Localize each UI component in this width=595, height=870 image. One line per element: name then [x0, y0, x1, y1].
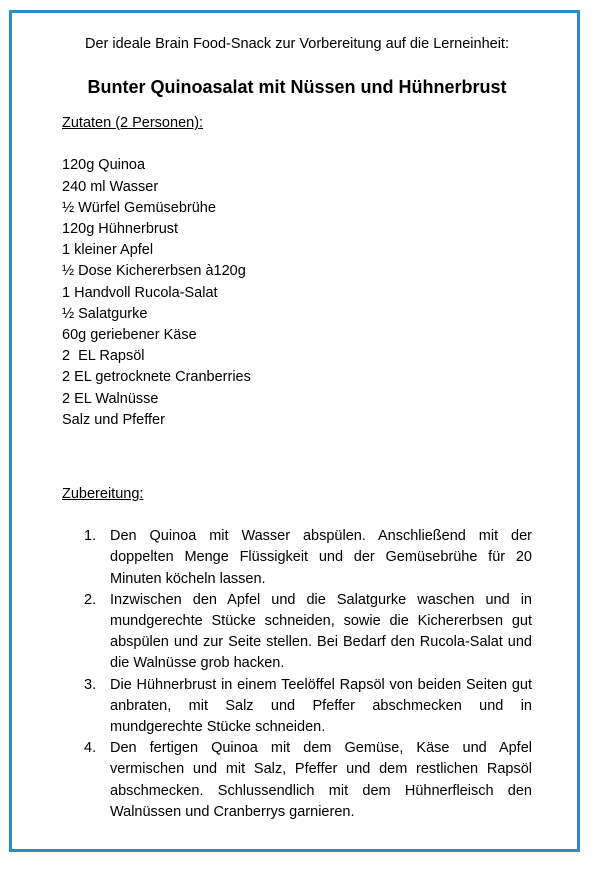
step-text: Die Hühnerbrust in einem Teelöffel Rapsöl von beiden Seiten gut anbraten, mit Salz und Pfeffer abschmecken und in mundgerechte Stücke schneiden.: [110, 676, 532, 736]
ingredient-item: 120g Hühnerbrust: [62, 221, 179, 238]
ingredient-item: ½ Würfel Gemüsebrühe: [62, 199, 216, 216]
step-text: Den Quinoa mit Wasser abspülen. Anschließend mit der doppelten Menge Flüssigkeit und der Gemüsebrühe für 20 Minuten köcheln lassen.: [110, 528, 532, 587]
ingredient-item: Salz und Pfeffer: [62, 411, 165, 428]
preparation-heading: Zubereitung:: [62, 486, 144, 503]
preparation-steps-list: [62, 526, 532, 823]
ingredient-item: 2 EL getrocknete Cranberries: [62, 369, 251, 386]
step-text: Den fertigen Quinoa mit dem Gemüse, Käse und Apfel vermischen und mit Salz, Pfeffer und dem restlichen Rapsöl abschmecken. Schlussendlich mit dem Hühnerfleisch den Walnüssen und Cranberrys garnieren.: [110, 740, 532, 820]
ingredient-item: 240 ml Wasser: [62, 178, 159, 195]
ingredient-item: 2 EL Rapsöl: [62, 348, 145, 365]
step-number: 1.: [84, 528, 97, 545]
preparation-step: [62, 738, 532, 823]
ingredient-item: ½ Dose Kichererbsen à120g: [62, 263, 246, 280]
ingredients-list: [62, 155, 532, 431]
step-number: 2.: [84, 591, 97, 608]
recipe-title: Bunter Quinoasalat mit Nüssen und Hühnerbrust: [87, 77, 507, 98]
step-text: Inzwischen den Apfel und die Salatgurke waschen und in mundgerechte Stücke schneiden, sowie die Kichererbsen gut abspülen und zur Seite stellen. Bei Bedarf den Rucola-Salat und die Walnüsse grob hacken.: [110, 591, 532, 672]
step-number: 4.: [84, 740, 97, 757]
ingredient-item: 1 kleiner Apfel: [62, 242, 154, 259]
ingredient-item: 60g geriebener Käse: [62, 327, 197, 344]
preparation-step: [62, 675, 532, 739]
recipe-document: [62, 34, 532, 823]
ingredient-item: ½ Salatgurke: [62, 305, 148, 322]
ingredient-item: 1 Handvoll Rucola-Salat: [62, 284, 218, 301]
preparation-step: [62, 590, 532, 675]
ingredient-item: 120g Quinoa: [62, 157, 146, 174]
ingredient-item: 2 EL Walnüsse: [62, 390, 159, 407]
intro-text: Der ideale Brain Food-Snack zur Vorbereitung auf die Lerneinheit:: [85, 36, 509, 52]
ingredients-heading: Zutaten (2 Personen):: [62, 115, 204, 132]
preparation-step: [62, 526, 532, 590]
step-number: 3.: [84, 676, 97, 693]
